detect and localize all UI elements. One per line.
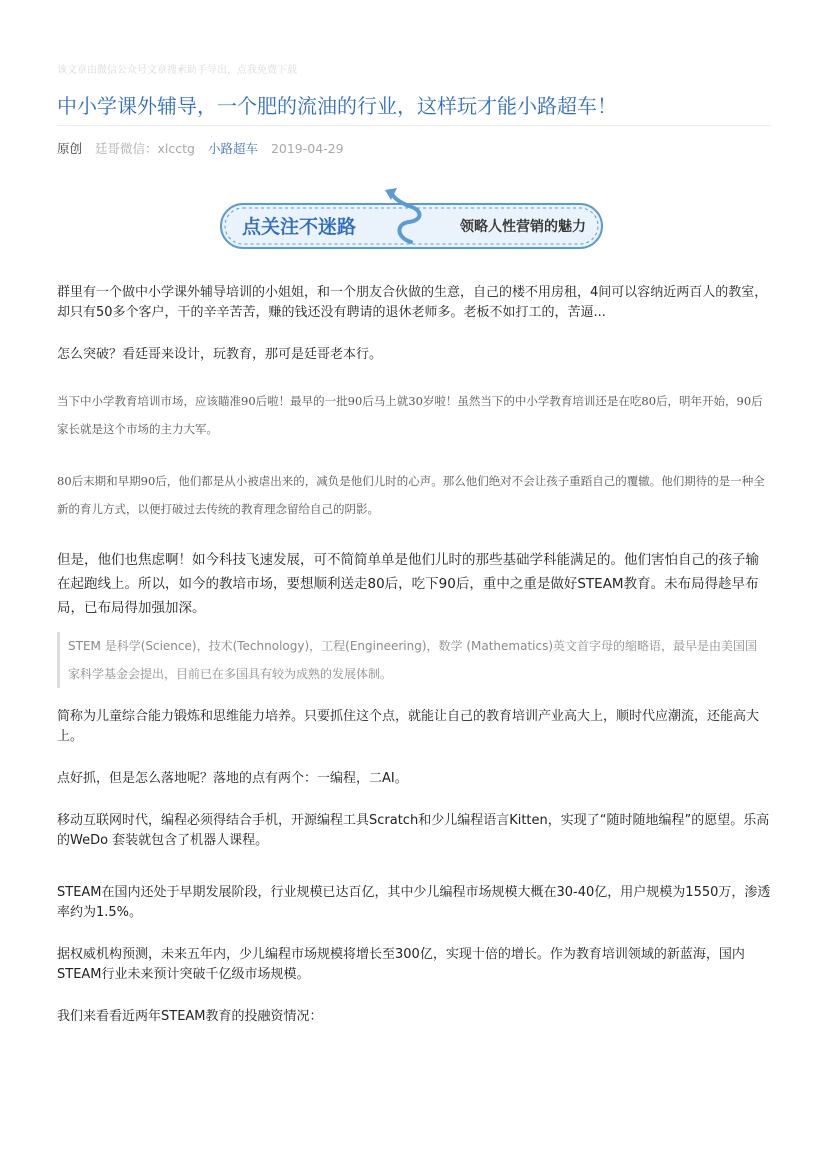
article-title: 中小学课外辅导，一个肥的流油的行业，这样玩才能小路超车！ [57,94,617,118]
banner-left-text: 点关注不迷路 [241,216,357,238]
follow-banner[interactable] [219,186,604,252]
author-name: 廷哥微信：xlcctg [95,141,195,156]
title-divider [57,125,771,126]
paragraph-forecast: 据权威机构预测，未来五年内，少儿编程市场规模将增长至300亿，实现十倍的增长。作为教育培训领域的新蓝海，国内STEAM行业未来预计突破千亿级市场规模。 [57,947,745,982]
stem-definition-quote: STEM 是科学(Science)，技术(Technology)，工程(Engineering)，数学 (Mathematics)英文首字母的缩略语，最早是由美国国家科学基金会提出，目前已在多国具有较为成熟的发展体制。 [57,632,763,688]
paragraph-90s-market: 当下中小学教育培训市场，应该瞄准90后啦！最早的一批90后马上就30岁啦！虽然当下的中小学教育培训还是在吃80后，明年开始，90后家长就是这个市场的主力大军。 [57,394,763,436]
account-link[interactable]: 小路超车 [207,141,258,156]
paragraph-investment-intro: 我们来看看近两年STEAM教育的投融资情况： [57,1009,323,1024]
paragraph-intro: 群里有一个做中小学课外辅导培训的小姐姐，和一个朋友合伙做的生意，自己的楼不用房租，4间可以容纳近两百人的教室，却只有50多个客户，干的辛辛苦苦，赚的钱还没有聘请的退休老师多。老板不如打工的，苦逼... [57,285,768,320]
paragraph-landing-points: 点好抓，但是怎么落地呢？落地的点有两个：一编程，二AI。 [57,771,408,786]
paragraph-mobile-coding: 移动互联网时代，编程必须得结合手机，开源编程工具Scratch和少儿编程语言Kitten，实现了“随时随地编程”的愿望。乐高的WeDo 套装就包含了机器人课程。 [57,813,770,848]
paragraph-ability-training: 简称为儿童综合能力锻炼和思维能力培养。只要抓住这个点，就能让自己的教育培训产业高大上，顺时代应潮流，还能高大上。 [57,709,760,744]
export-notice-link[interactable]: 该文章由微信公众号文章搜索助手导出，点我免费下载 [57,65,297,76]
banner-right-text: 领略人性营销的魅力 [460,219,586,235]
paragraph-steam-importance: 但是，他们也焦虑啊！如今科技飞速发展，可不简简单单是他们儿时的那些基础学科能满足的。他们害怕自己的孩子输在起跑线上。所以，如今的教培市场，要想顺利送走80后，吃下90后，重中之重是做好STEAM教育。未布局得趁早布局，已布局得加强加深。 [57,552,759,616]
publish-date: 2019-04-29 [270,141,344,156]
original-tag: 原创 [57,141,83,156]
paragraph-80s-90s-parents: 80后末期和早期90后，他们都是从小被虐出来的，减负是他们儿时的心声。那么他们绝对不会让孩子重蹈自己的覆辙。他们期待的是一种全新的育儿方式，以便打破过去传统的教育理念留给自己的阴影。 [57,474,765,516]
article-meta [57,140,353,158]
paragraph-breakthrough: 怎么突破？看廷哥来设计，玩教育，那可是廷哥老本行。 [57,347,383,362]
paragraph-steam-market-size: STEAM在国内还处于早期发展阶段，行业规模已达百亿，其中少儿编程市场规模大概在30-40亿，用户规模为1550万，渗透率约为1.5%。 [57,885,771,920]
